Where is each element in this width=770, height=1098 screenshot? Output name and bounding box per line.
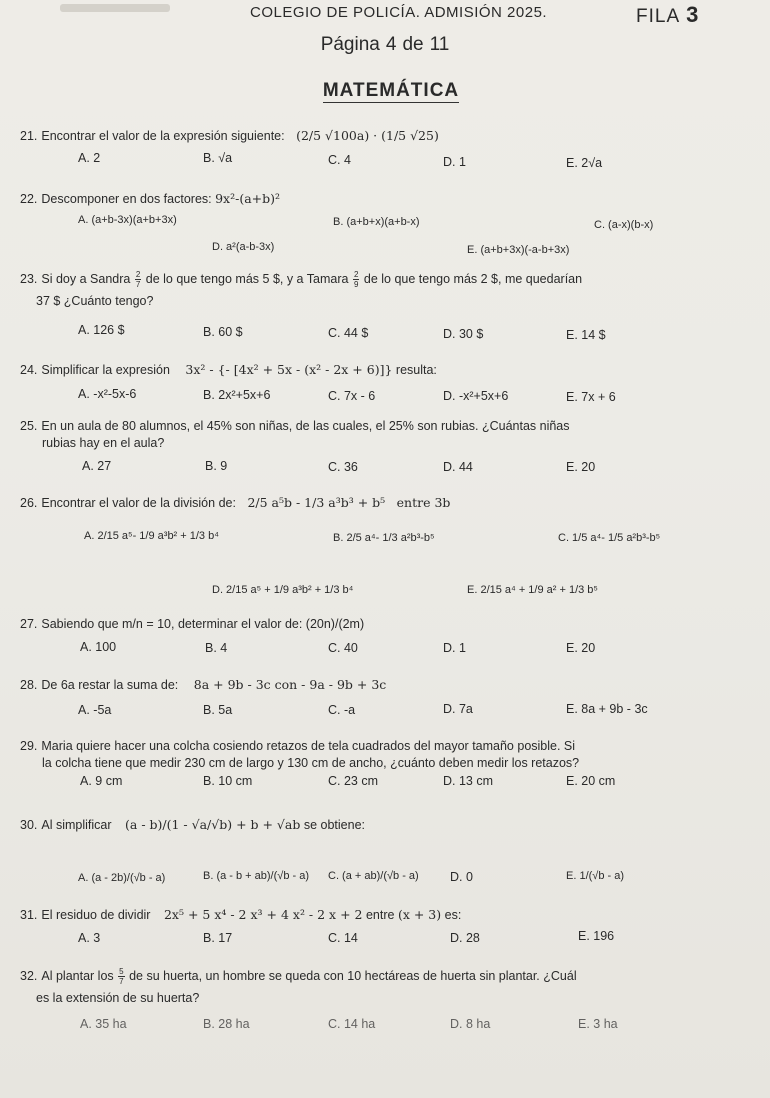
page-number (0, 34, 770, 56)
q25-option-e[interactable]: E. 20 (566, 460, 596, 474)
q21-option-d[interactable]: D. 1 (443, 155, 466, 169)
q28-text: De 6a restar la suma de: (41, 678, 179, 692)
q29-text-2: la colcha tiene que medir 230 cm de largo y 130 cm de ancho, ¿cuánto deben medir los retazos? (42, 756, 580, 770)
q28-expr: 8a + 9b - 3c con - 9a - 9b + 3c (193, 677, 387, 692)
q21-option-e[interactable]: E. 2√a (566, 156, 603, 170)
question-29 (20, 738, 575, 755)
q27-option-e[interactable]: E. 20 (566, 641, 596, 655)
q24-option-c[interactable]: C. 7x - 6 (328, 389, 376, 403)
q32-text-1: Al plantar los (41, 968, 114, 983)
q32-fraction (118, 967, 124, 986)
q28-number: 28. (20, 678, 38, 692)
q23-frac2-den: 9 (353, 280, 359, 289)
q29-text-1: Maria quiere hacer una colcha cosiendo retazos de tela cuadrados del mayor tamaño posible. Si (41, 739, 576, 753)
q23-text-3: de lo que tengo más 2 $, me quedarían (363, 271, 583, 286)
q23-frac2-num: 2 (353, 270, 359, 279)
q23-option-b[interactable]: B. 60 $ (203, 325, 243, 339)
question-23 (20, 270, 720, 289)
question-22 (20, 190, 280, 208)
q26-number: 26. (20, 496, 38, 510)
q23-number: 23. (20, 271, 38, 286)
q27-text: Sabiendo que m/n = 10, determinar el valor de: (20n)/(2m) (41, 617, 365, 631)
question-30 (20, 816, 365, 834)
q30-option-d[interactable]: D. 0 (450, 870, 473, 884)
q24-option-d[interactable]: D. -x²+5x+6 (443, 389, 509, 403)
q24-number: 24. (20, 363, 38, 377)
q32-option-b[interactable]: B. 28 ha (203, 1017, 250, 1031)
q25-text-1: En un aula de 80 alumnos, el 45% son niñas, de las cuales, el 25% son rubias. ¿Cuántas niñas (41, 419, 570, 433)
q27-option-a[interactable]: A. 100 (80, 640, 117, 654)
q23-fraction-tamara (353, 270, 359, 289)
q32-option-e[interactable]: E. 3 ha (578, 1017, 618, 1031)
q30-option-e[interactable]: E. 1/(√b - a) (566, 870, 624, 882)
q30-text: Al simplificar (41, 818, 112, 832)
q28-option-e[interactable]: E. 8a + 9b - 3c (566, 702, 648, 716)
q26-option-c[interactable]: C. 1/5 a⁴- 1/5 a²b³-b⁵ (558, 532, 661, 544)
question-28 (20, 676, 386, 694)
q21-text: Encontrar el valor de la expresión siguiente: (41, 129, 285, 143)
q31-divisor: (x + 3) (397, 907, 442, 922)
question-25 (20, 418, 570, 435)
question-27 (20, 616, 364, 633)
q25-option-c[interactable]: C. 36 (328, 460, 358, 474)
q26-text: Encontrar el valor de la división de: (41, 496, 236, 510)
q32-option-d[interactable]: D. 8 ha (450, 1017, 491, 1031)
q32-frac-den: 7 (119, 977, 124, 986)
q29-option-d[interactable]: D. 13 cm (443, 774, 494, 788)
q22-option-d[interactable]: D. a²(a-b-3x) (212, 241, 275, 253)
q25-option-a[interactable]: A. 27 (82, 459, 112, 473)
question-21 (20, 127, 439, 145)
header-bar (0, 0, 770, 28)
subject-title (0, 80, 770, 102)
faded-stamp (60, 4, 170, 12)
page-label: Página (320, 34, 380, 55)
q23-text-4: 37 $ ¿Cuánto tengo? (36, 294, 154, 308)
question-32 (20, 967, 720, 986)
q30-number: 30. (20, 818, 38, 832)
q26-option-d[interactable]: D. 2/15 a⁵ + 1/9 a³b² + 1/3 b⁴ (212, 584, 354, 596)
q24-option-a[interactable]: A. -x²-5x-6 (78, 387, 137, 401)
q31-text: El residuo de dividir (41, 908, 151, 922)
q22-expr: 9x²-(a+b)² (215, 191, 281, 206)
q22-option-c[interactable]: C. (a-x)(b-x) (594, 219, 654, 231)
page-sep: de (402, 34, 424, 55)
q28-option-c[interactable]: C. -a (328, 703, 356, 717)
q31-option-a[interactable]: A. 3 (78, 931, 101, 945)
q31-expr: 2x⁵ + 5 x⁴ - 2 x³ + 4 x² - 2 x + 2 (163, 907, 363, 922)
q27-option-b[interactable]: B. 4 (205, 641, 228, 655)
q24-text: Simplificar la expresión (41, 363, 170, 377)
q31-option-b[interactable]: B. 17 (203, 931, 233, 945)
q30-tail: se obtiene: (303, 818, 366, 832)
fila-number: 3 (686, 2, 700, 27)
q23-option-a[interactable]: A. 126 $ (78, 323, 125, 337)
q28-option-b[interactable]: B. 5a (203, 703, 233, 717)
q23-frac1-den: 7 (135, 280, 141, 289)
q27-option-c[interactable]: C. 40 (328, 641, 358, 655)
q22-option-b[interactable]: B. (a+b+x)(a+b-x) (333, 216, 420, 228)
fila-label (636, 2, 699, 28)
q23-text-2: de lo que tengo más 5 $, y a Tamara (145, 271, 349, 286)
q26-option-e[interactable]: E. 2/15 a⁴ + 1/9 a² + 1/3 b⁵ (467, 584, 598, 596)
page-current: 4 (385, 34, 397, 55)
q30-option-c[interactable]: C. (a + ab)/(√b - a) (328, 870, 419, 882)
question-31 (20, 906, 461, 924)
q28-option-a[interactable]: A. -5a (78, 703, 112, 717)
subject-text: MATEMÁTICA (322, 80, 460, 101)
q31-tail: es: (444, 908, 462, 922)
fila-text: FILA (636, 6, 681, 27)
q25-number: 25. (20, 419, 38, 433)
q29-option-b[interactable]: B. 10 cm (203, 774, 253, 788)
q32-text-2: de su huerta, un hombre se queda con 10 hectáreas de huerta sin plantar. ¿Cuál (129, 968, 577, 983)
q26-expr: 2/5 a⁵b - 1/3 a³b³ + b⁵ (247, 495, 386, 510)
q30-option-b[interactable]: B. (a - b + ab)/(√b - a) (203, 870, 309, 882)
q21-option-c[interactable]: C. 4 (328, 153, 351, 167)
q31-option-c[interactable]: C. 14 (328, 931, 358, 945)
q25-option-b[interactable]: B. 9 (205, 459, 228, 473)
q23-option-d[interactable]: D. 30 $ (443, 327, 484, 341)
q29-option-c[interactable]: C. 23 cm (328, 774, 379, 788)
q22-option-a[interactable]: A. (a+b-3x)(a+b+3x) (78, 214, 177, 226)
q22-option-e[interactable]: E. (a+b+3x)(-a-b+3x) (467, 244, 570, 256)
q32-option-c[interactable]: C. 14 ha (328, 1017, 376, 1031)
q27-option-d[interactable]: D. 1 (443, 641, 466, 655)
q21-option-a[interactable]: A. 2 (78, 151, 101, 165)
q31-mid: entre (365, 908, 395, 922)
q23-option-e[interactable]: E. 14 $ (566, 328, 606, 342)
q30-option-a[interactable]: A. (a - 2b)/(√b - a) (78, 872, 166, 884)
q27-number: 27. (20, 617, 38, 631)
q24-option-b[interactable]: B. 2x²+5x+6 (203, 388, 271, 402)
q29-number: 29. (20, 739, 38, 753)
school-header: COLEGIO DE POLICÍA. ADMISIÓN 2025. (250, 4, 548, 21)
q25-text-2: rubias hay en el aula? (42, 436, 165, 450)
q31-option-d[interactable]: D. 28 (450, 931, 480, 945)
q29-option-e[interactable]: E. 20 cm (566, 774, 616, 788)
question-24 (20, 361, 437, 379)
q28-option-d[interactable]: D. 7a (443, 702, 473, 716)
q22-number: 22. (20, 192, 38, 206)
page-total: 11 (429, 34, 450, 55)
q26-option-a[interactable]: A. 2/15 a⁵- 1/9 a³b² + 1/3 b⁴ (84, 530, 219, 542)
q24-tail: resulta: (395, 363, 437, 377)
q29-option-a[interactable]: A. 9 cm (80, 774, 123, 788)
q32-number: 32. (20, 968, 38, 983)
q23-text-1: Si doy a Sandra (41, 271, 131, 286)
q23-fraction-sandra (135, 270, 141, 289)
q32-option-a[interactable]: A. 35 ha (80, 1017, 127, 1031)
q21-expr: (2/5 √100a) · (1/5 √25) (296, 128, 439, 143)
q23-frac1-num: 2 (135, 270, 141, 279)
q21-number: 21. (20, 129, 38, 143)
q24-option-e[interactable]: E. 7x + 6 (566, 390, 616, 404)
q32-text-3: es la extensión de su huerta? (36, 991, 200, 1005)
q32-frac-num: 5 (119, 967, 124, 976)
q25-option-d[interactable]: D. 44 (443, 460, 473, 474)
q21-option-b[interactable]: B. √a (203, 151, 233, 165)
q24-expr: 3x² - {- [4x² + 5x - (x² - 2x + 6)]} (185, 362, 393, 377)
q23-option-c[interactable]: C. 44 $ (328, 326, 369, 340)
q26-tail: entre 3b (396, 495, 451, 510)
question-26 (20, 494, 450, 512)
q31-option-e[interactable]: E. 196 (578, 929, 615, 943)
q31-number: 31. (20, 908, 38, 922)
q30-expr: (a - b)/(1 - √a/√b) + b + √ab (125, 817, 301, 832)
q22-text: Descomponer en dos factores: (41, 192, 212, 206)
q26-option-b[interactable]: B. 2/5 a⁴- 1/3 a²b³-b⁵ (333, 532, 435, 544)
